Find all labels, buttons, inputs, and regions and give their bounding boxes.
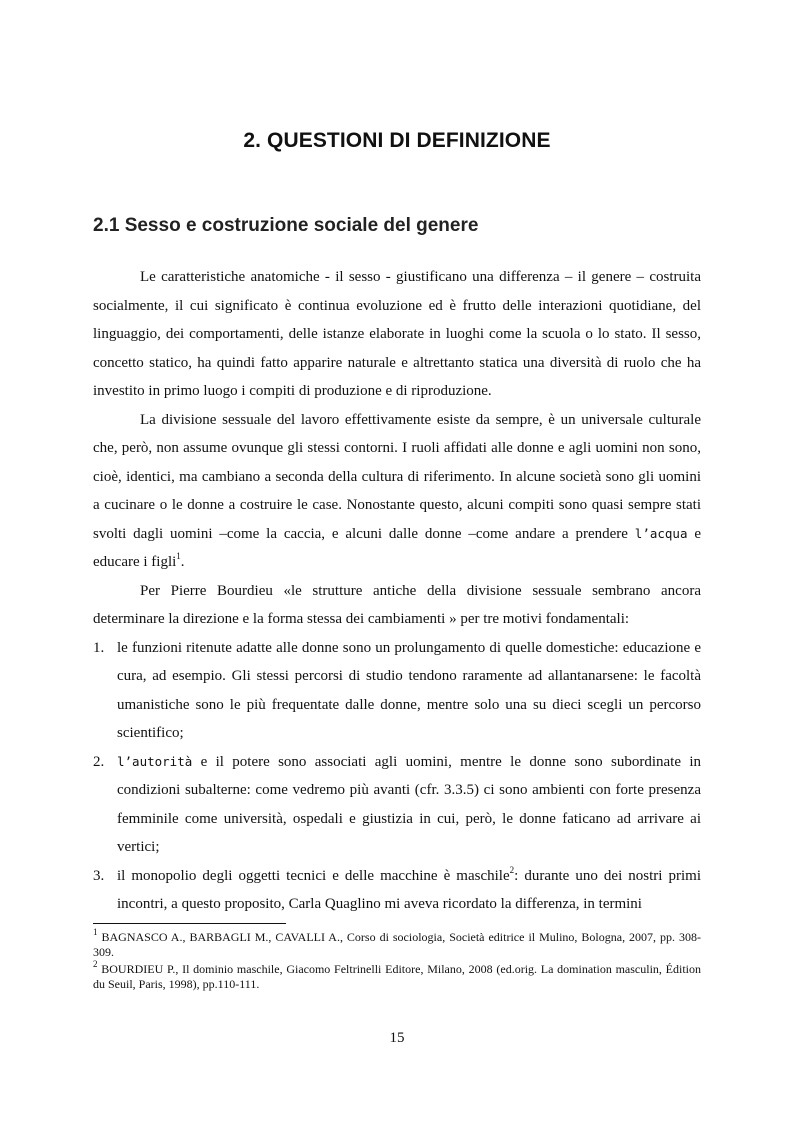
page-number: 15 bbox=[389, 1030, 405, 1046]
list-number: 2. bbox=[93, 753, 105, 770]
footnotes bbox=[93, 927, 701, 994]
paragraph: Per Pierre Bourdieu «le strutture antiche della divisione sessuale sembrano ancora determinare la direzione e la forma stessa dei cambiamenti » per tre motivi fondamentali: bbox=[93, 582, 701, 627]
list-item: 2. l’autorità e il potere sono associati agli uomini, mentre le donne sono subordinate in condizioni subalterne: come vedremo più avanti (cfr. 3.3.5) ci sono ambienti con forte presenza femminile come università, ospedali e giustizia in cui, però, le donne faticano ad arrivare ai vertici; bbox=[93, 748, 701, 862]
list-item: 3. il monopolio degli oggetti tecnici e delle macchine è maschile$^2$: durante uno dei nostri primi incontri, a questo proposito, Carla Quaglino mi aveva ricordato la differenza, in termini bbox=[93, 862, 701, 919]
chapter-title: 2. QUESTIONI DI DEFINIZIONE bbox=[243, 129, 551, 152]
footnote-ref[interactable]: 1 bbox=[176, 551, 181, 561]
inline-term: l’autorità bbox=[117, 753, 193, 769]
list-item: 1. le funzioni ritenute adatte alle donne sono un prolungamento di quelle domestiche: educazione e cura, ad esempio. Gli stessi percorsi di studio tendono raramente ad allantanarsene: le facoltà umanistiche sono le più frequentate dalle donne, mentre solo una su dieci scegli un percorso scientifico; bbox=[93, 634, 701, 748]
list-number: 1. bbox=[93, 639, 105, 656]
paragraph: La divisione sessuale del lavoro effettivamente esiste da sempre, è un universale culturale che, però, non assume ovunque gli stessi contorni. I ruoli affidati alle donne e agli uomini non sono, cioè, identici, ma cambiano a seconda della cultura di riferimento. In alcune società sono gli uomini a cucinare o le donne a costruire le case. Nonostante questo, alcuni compiti sono quasi sempre stati svolti dagli uomini –come la caccia, e alcuni dalle donne –come andare a prendere l’acqua e educare i figli$^1$. bbox=[93, 411, 701, 570]
inline-term: l’acqua bbox=[634, 525, 688, 541]
footnote-divider bbox=[93, 923, 286, 924]
numbered-list bbox=[93, 634, 701, 919]
footnote-mark: 2 bbox=[93, 959, 98, 969]
footnote-mark: 1 bbox=[93, 927, 98, 937]
footnote: $^2$ BOURDIEU P., Il dominio maschile, Giacomo Feltrinelli Editore, Milano, 2008 (ed.orig. La domination masculin, Édition du Seuil, Paris, 1998), pp.110-111. bbox=[93, 959, 701, 991]
footnote: $^1$ BAGNASCO A., BARBAGLI M., CAVALLI A., Corso di sociologia, Società editrice il Mulino, Bologna, 2007, pp. 308-309. bbox=[93, 927, 701, 959]
body-text bbox=[93, 263, 701, 919]
footnote-ref[interactable]: 2 bbox=[509, 864, 515, 875]
section-title: 2.1 Sesso e costruzione sociale del genere bbox=[93, 215, 479, 236]
list-number: 3. bbox=[93, 867, 105, 884]
paragraph: Le caratteristiche anatomiche - il sesso - giustificano una differenza – il genere – costruita socialmente, il cui significato è continua evoluzione ed è frutto delle interazioni quotidiane, del linguaggio, dei comportamenti, delle istanze elaborate in luoghi come la scuola o lo stato. Il sesso, concetto statico, ha quindi fatto apparire naturale e altrettanto statica una diversità di ruolo che ha investito in primo luogo i compiti di produzione e di riproduzione. bbox=[93, 269, 701, 399]
